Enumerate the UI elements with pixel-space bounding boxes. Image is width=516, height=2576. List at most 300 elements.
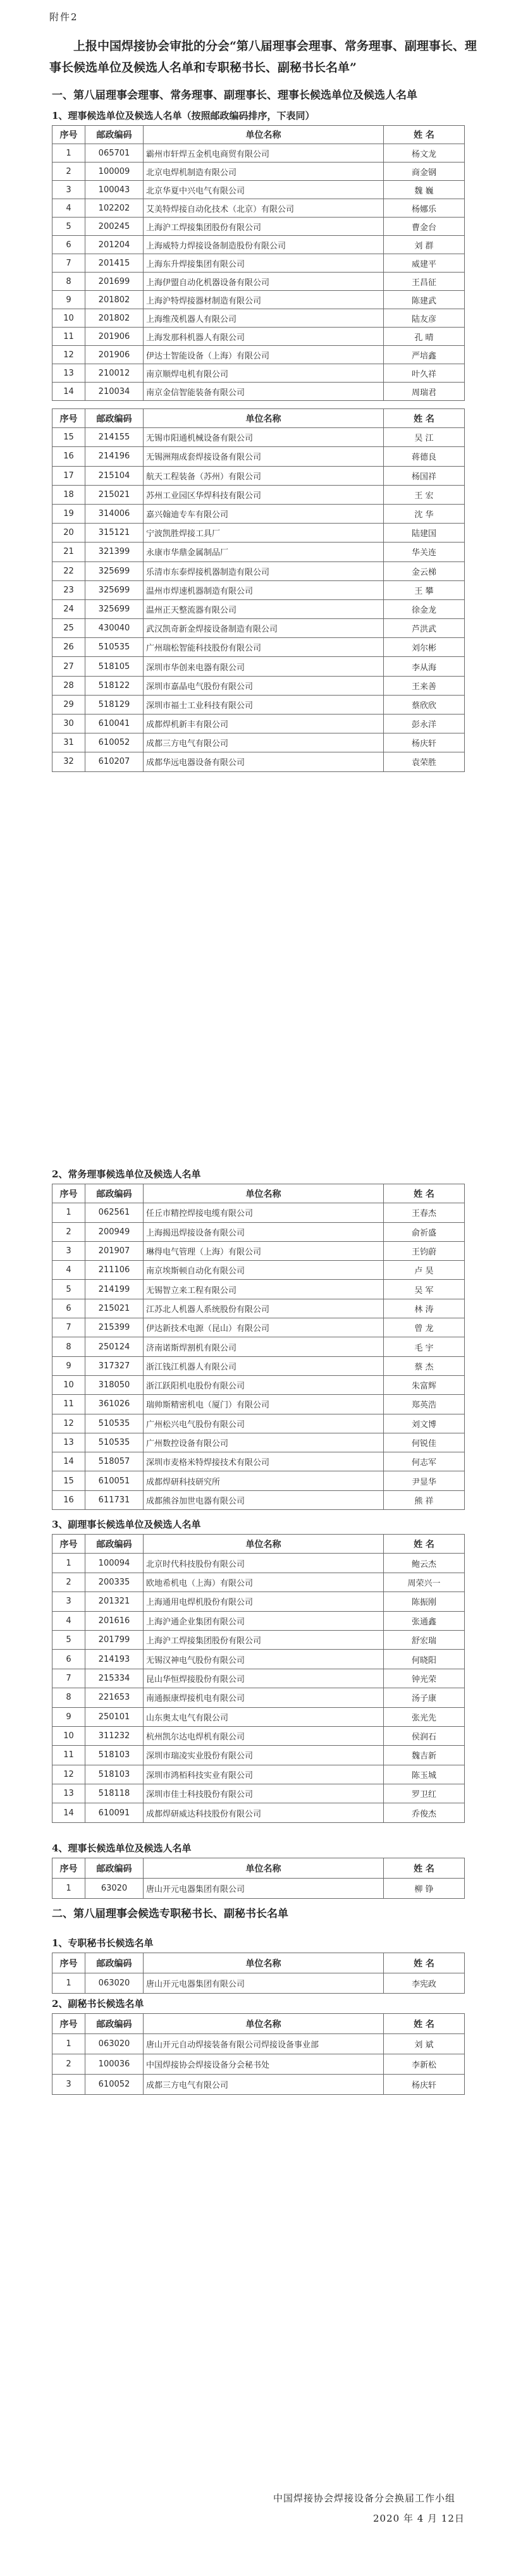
row-unit-name: 上海伊盟自动化机器设备有限公司 bbox=[144, 273, 384, 291]
row-person-name: 何晓阳 bbox=[384, 1650, 465, 1669]
table-row bbox=[52, 1395, 465, 1414]
row-postcode: 200245 bbox=[85, 218, 144, 236]
row-unit-name: 无锡洲翔成套焊接设备有限公司 bbox=[144, 447, 384, 466]
row-person-name: 陆友彦 bbox=[384, 309, 465, 328]
row-unit-name: 成都焊机新丰有限公司 bbox=[144, 715, 384, 733]
row-unit-name: 广州松兴电气股份有限公司 bbox=[144, 1414, 384, 1433]
row-unit-name: 伊达士智能设备（上海）有限公司 bbox=[144, 346, 384, 364]
header-person-name: 姓 名 bbox=[384, 1953, 465, 1973]
table-row bbox=[52, 346, 465, 364]
row-postcode: 215021 bbox=[85, 485, 144, 504]
row-person-name: 蒋德良 bbox=[384, 447, 465, 466]
document-title: 上报中国焊接协会审批的分会“第八届理事会理事、常务理事、副理事长、理事长候选单位及候选人名单和专职秘书长、副秘书长名单” bbox=[49, 39, 477, 75]
header-person-name: 姓 名 bbox=[384, 1535, 465, 1554]
row-postcode: 214193 bbox=[85, 1650, 144, 1669]
table-row bbox=[52, 1280, 465, 1299]
row-unit-name: 上海沪工焊接集团股份有限公司 bbox=[144, 218, 384, 236]
row-number: 2 bbox=[52, 1573, 85, 1592]
row-unit-name: 唐山开元电器集团有限公司 bbox=[144, 1973, 384, 1994]
row-unit-name: 永康市华鼎金属制品厂 bbox=[144, 543, 384, 561]
table-row bbox=[52, 1803, 465, 1822]
row-unit-name: 济南诺斯焊割机有限公司 bbox=[144, 1337, 384, 1356]
row-unit-name: 深圳市瑞凌实业股份有限公司 bbox=[144, 1746, 384, 1765]
vice-table bbox=[52, 1534, 465, 1823]
row-person-name: 俞祈盛 bbox=[384, 1222, 465, 1241]
row-unit-name: 北京华夏中兴电气有限公司 bbox=[144, 181, 384, 199]
table-row bbox=[52, 199, 465, 218]
table-header-row bbox=[52, 1535, 465, 1554]
table-row bbox=[52, 1746, 465, 1765]
row-person-name: 严培鑫 bbox=[384, 346, 465, 364]
row-person-name: 金云梯 bbox=[384, 561, 465, 580]
row-person-name: 杨庆轩 bbox=[384, 2075, 465, 2095]
row-postcode: 250101 bbox=[85, 1707, 144, 1726]
table-row bbox=[52, 695, 465, 714]
row-person-name: 侯润石 bbox=[384, 1726, 465, 1745]
row-number: 13 bbox=[52, 1784, 85, 1803]
row-number: 23 bbox=[52, 580, 85, 599]
table-row bbox=[52, 2054, 465, 2075]
row-number: 4 bbox=[52, 1261, 85, 1280]
table-row bbox=[52, 1203, 465, 1222]
row-postcode: 518105 bbox=[85, 657, 144, 676]
council-table-part-a bbox=[52, 125, 465, 401]
row-postcode: 215334 bbox=[85, 1669, 144, 1688]
header-unit-name: 单位名称 bbox=[144, 1953, 384, 1973]
row-unit-name: 南通振康焊接机电有限公司 bbox=[144, 1688, 384, 1707]
row-person-name: 柳 铮 bbox=[384, 1879, 465, 1899]
row-number: 13 bbox=[52, 1433, 85, 1452]
row-person-name: 威建平 bbox=[384, 254, 465, 273]
row-postcode: 201415 bbox=[85, 254, 144, 273]
row-postcode: 215399 bbox=[85, 1318, 144, 1337]
header-postcode: 邮政编码 bbox=[85, 1858, 144, 1879]
table-header-row bbox=[52, 1858, 465, 1879]
header-person-name: 姓 名 bbox=[384, 1858, 465, 1879]
row-number: 4 bbox=[52, 199, 85, 218]
table-row bbox=[52, 1356, 465, 1375]
row-person-name: 何锐佳 bbox=[384, 1433, 465, 1452]
row-unit-name: 无锡市阳通机械设备有限公司 bbox=[144, 428, 384, 447]
row-number: 8 bbox=[52, 1688, 85, 1707]
row-unit-name: 深圳市麦格米特焊接技术有限公司 bbox=[144, 1452, 384, 1471]
table-row bbox=[52, 1452, 465, 1471]
row-unit-name: 深圳市佳士科技股份有限公司 bbox=[144, 1784, 384, 1803]
row-unit-name: 武汉凯奇新金焊接设备制造有限公司 bbox=[144, 619, 384, 638]
row-postcode: 610091 bbox=[85, 1803, 144, 1822]
row-number: 26 bbox=[52, 638, 85, 657]
table-row bbox=[52, 1688, 465, 1707]
council-section-title: 1、理事候选单位及候选人名单（按照邮政编码排序，下表同） bbox=[52, 110, 315, 121]
row-number: 2 bbox=[52, 2054, 85, 2075]
row-number: 20 bbox=[52, 524, 85, 543]
row-person-name: 舒宏瑞 bbox=[384, 1630, 465, 1649]
table-row bbox=[52, 328, 465, 346]
row-person-name: 王钧蔚 bbox=[384, 1241, 465, 1260]
table-row bbox=[52, 1471, 465, 1490]
table-row bbox=[52, 657, 465, 676]
row-unit-name: 上海沪工焊接集团股份有限公司 bbox=[144, 1630, 384, 1649]
standing-table bbox=[52, 1184, 465, 1510]
vice-section-title: 3、副理事长候选单位及候选人名单 bbox=[52, 1519, 201, 1530]
row-number: 30 bbox=[52, 715, 85, 733]
row-number: 16 bbox=[52, 447, 85, 466]
table-row bbox=[52, 447, 465, 466]
table-row bbox=[52, 1650, 465, 1669]
row-postcode: 100036 bbox=[85, 2054, 144, 2075]
row-person-name: 李新松 bbox=[384, 2054, 465, 2075]
row-unit-name: 成都华远电器设备有限公司 bbox=[144, 752, 384, 771]
row-number: 3 bbox=[52, 1592, 85, 1611]
row-postcode: 201321 bbox=[85, 1592, 144, 1611]
table-row bbox=[52, 2034, 465, 2054]
table-row bbox=[52, 580, 465, 599]
table-row bbox=[52, 218, 465, 236]
row-number: 29 bbox=[52, 695, 85, 714]
table-header-row bbox=[52, 1184, 465, 1203]
row-number: 15 bbox=[52, 1471, 85, 1490]
table-row bbox=[52, 2075, 465, 2095]
row-number: 24 bbox=[52, 599, 85, 618]
row-postcode: 214196 bbox=[85, 447, 144, 466]
table-row bbox=[52, 1554, 465, 1573]
table-row bbox=[52, 1490, 465, 1509]
header-person-name: 姓 名 bbox=[384, 1184, 465, 1203]
row-person-name: 蔡 杰 bbox=[384, 1356, 465, 1375]
table-row bbox=[52, 543, 465, 561]
row-number: 25 bbox=[52, 619, 85, 638]
table-row bbox=[52, 309, 465, 328]
row-unit-name: 上海沪通企业集团有限公司 bbox=[144, 1611, 384, 1630]
table-row bbox=[52, 1707, 465, 1726]
row-postcode: 317327 bbox=[85, 1356, 144, 1375]
row-postcode: 610051 bbox=[85, 1471, 144, 1490]
row-person-name: 陈振刚 bbox=[384, 1592, 465, 1611]
table-row bbox=[52, 1573, 465, 1592]
header-person-name: 姓 名 bbox=[384, 409, 465, 428]
row-postcode: 215021 bbox=[85, 1299, 144, 1318]
row-unit-name: 昆山华恒焊接股份有限公司 bbox=[144, 1669, 384, 1688]
header-person-name: 姓 名 bbox=[384, 2014, 465, 2034]
table-header-row bbox=[52, 126, 465, 144]
row-unit-name: 北京电焊机制造有限公司 bbox=[144, 163, 384, 181]
table-row bbox=[52, 676, 465, 695]
row-postcode: 062561 bbox=[85, 1203, 144, 1222]
table-row bbox=[52, 1765, 465, 1784]
row-number: 14 bbox=[52, 383, 85, 401]
table-row bbox=[52, 428, 465, 447]
row-postcode: 518122 bbox=[85, 676, 144, 695]
row-number: 8 bbox=[52, 1337, 85, 1356]
row-number: 1 bbox=[52, 144, 85, 163]
row-postcode: 201616 bbox=[85, 1611, 144, 1630]
row-postcode: 314006 bbox=[85, 504, 144, 523]
row-postcode: 610052 bbox=[85, 2075, 144, 2095]
president-table bbox=[52, 1858, 465, 1899]
header-postcode: 邮政编码 bbox=[85, 409, 144, 428]
table-row bbox=[52, 1414, 465, 1433]
header-no: 序号 bbox=[52, 1535, 85, 1554]
table-row bbox=[52, 1337, 465, 1356]
header-postcode: 邮政编码 bbox=[85, 1535, 144, 1554]
row-number: 3 bbox=[52, 1241, 85, 1260]
row-unit-name: 上海威特力焊接设备制造股份有限公司 bbox=[144, 236, 384, 254]
row-unit-name: 无锡智立来工程有限公司 bbox=[144, 1280, 384, 1299]
row-postcode: 430040 bbox=[85, 619, 144, 638]
row-number: 28 bbox=[52, 676, 85, 695]
row-unit-name: 南京金信智能装备有限公司 bbox=[144, 383, 384, 401]
row-person-name: 王春杰 bbox=[384, 1203, 465, 1222]
row-person-name: 芦洪武 bbox=[384, 619, 465, 638]
deputy-table bbox=[52, 2013, 465, 2095]
row-person-name: 毛 宇 bbox=[384, 1337, 465, 1356]
row-postcode: 201907 bbox=[85, 1241, 144, 1260]
row-unit-name: 北京时代科技股份有限公司 bbox=[144, 1554, 384, 1573]
row-person-name: 杨文龙 bbox=[384, 144, 465, 163]
table-row bbox=[52, 733, 465, 752]
row-number: 5 bbox=[52, 1630, 85, 1649]
row-postcode: 250124 bbox=[85, 1337, 144, 1356]
table-row bbox=[52, 163, 465, 181]
row-number: 6 bbox=[52, 236, 85, 254]
row-person-name: 杨娜乐 bbox=[384, 199, 465, 218]
row-unit-name: 任丘市精控焊接电缆有限公司 bbox=[144, 1203, 384, 1222]
row-person-name: 周荣兴一 bbox=[384, 1573, 465, 1592]
row-person-name: 鲍云杰 bbox=[384, 1554, 465, 1573]
table-row bbox=[52, 291, 465, 309]
row-person-name: 华关连 bbox=[384, 543, 465, 561]
row-person-name: 何志军 bbox=[384, 1452, 465, 1471]
row-postcode: 211106 bbox=[85, 1261, 144, 1280]
row-number: 14 bbox=[52, 1803, 85, 1822]
row-person-name: 熊 祥 bbox=[384, 1490, 465, 1509]
row-postcode: 063020 bbox=[85, 2034, 144, 2054]
header-no: 序号 bbox=[52, 409, 85, 428]
table-row bbox=[52, 364, 465, 383]
row-person-name: 刘 斌 bbox=[384, 2034, 465, 2054]
row-number: 10 bbox=[52, 1375, 85, 1394]
row-number: 3 bbox=[52, 2075, 85, 2095]
row-number: 1 bbox=[52, 1973, 85, 1994]
row-person-name: 陈建武 bbox=[384, 291, 465, 309]
row-person-name: 商金钢 bbox=[384, 163, 465, 181]
table-header-row bbox=[52, 2014, 465, 2034]
row-unit-name: 温州市焊速机器制造有限公司 bbox=[144, 580, 384, 599]
row-postcode: 063020 bbox=[85, 1973, 144, 1994]
row-number: 6 bbox=[52, 1650, 85, 1669]
row-unit-name: 航天工程装备（苏州）有限公司 bbox=[144, 466, 384, 485]
row-person-name: 王 攀 bbox=[384, 580, 465, 599]
row-number: 15 bbox=[52, 428, 85, 447]
row-unit-name: 唐山开元电器集团有限公司 bbox=[144, 1879, 384, 1899]
row-number: 16 bbox=[52, 1490, 85, 1509]
row-postcode: 518103 bbox=[85, 1765, 144, 1784]
table-row bbox=[52, 599, 465, 618]
table-row bbox=[52, 638, 465, 657]
row-postcode: 100009 bbox=[85, 163, 144, 181]
secretary-table bbox=[52, 1953, 465, 1994]
row-unit-name: 深圳市鸿栢科技实业有限公司 bbox=[144, 1765, 384, 1784]
row-person-name: 吴 军 bbox=[384, 1280, 465, 1299]
header-unit-name: 单位名称 bbox=[144, 1535, 384, 1554]
row-person-name: 蔡欣欣 bbox=[384, 695, 465, 714]
row-number: 22 bbox=[52, 561, 85, 580]
row-number: 1 bbox=[52, 1879, 85, 1899]
table-row bbox=[52, 383, 465, 401]
header-postcode: 邮政编码 bbox=[85, 2014, 144, 2034]
header-postcode: 邮政编码 bbox=[85, 1184, 144, 1203]
row-postcode: 201204 bbox=[85, 236, 144, 254]
row-unit-name: 艾美特焊接自动化技术（北京）有限公司 bbox=[144, 199, 384, 218]
row-person-name: 彭永洋 bbox=[384, 715, 465, 733]
table-header-row bbox=[52, 409, 465, 428]
table-row bbox=[52, 181, 465, 199]
row-number: 7 bbox=[52, 254, 85, 273]
table-row bbox=[52, 1592, 465, 1611]
row-postcode: 510535 bbox=[85, 1433, 144, 1452]
table-row bbox=[52, 273, 465, 291]
row-person-name: 王来善 bbox=[384, 676, 465, 695]
row-person-name: 袁荣胜 bbox=[384, 752, 465, 771]
row-person-name: 罗卫红 bbox=[384, 1784, 465, 1803]
row-unit-name: 苏州工业园区华焊科技有限公司 bbox=[144, 485, 384, 504]
table-row bbox=[52, 715, 465, 733]
row-unit-name: 无锡汉神电气股份有限公司 bbox=[144, 1650, 384, 1669]
row-person-name: 陈玉城 bbox=[384, 1765, 465, 1784]
table-row bbox=[52, 485, 465, 504]
row-postcode: 325699 bbox=[85, 599, 144, 618]
row-postcode: 102202 bbox=[85, 199, 144, 218]
row-number: 19 bbox=[52, 504, 85, 523]
row-person-name: 曾 龙 bbox=[384, 1318, 465, 1337]
row-unit-name: 深圳市嘉晶电气股份有限公司 bbox=[144, 676, 384, 695]
row-person-name: 杨庆轩 bbox=[384, 733, 465, 752]
row-person-name: 魏 巍 bbox=[384, 181, 465, 199]
row-number: 32 bbox=[52, 752, 85, 771]
row-postcode: 518103 bbox=[85, 1746, 144, 1765]
row-unit-name: 南京埃斯顿自动化有限公司 bbox=[144, 1261, 384, 1280]
table-row bbox=[52, 504, 465, 523]
row-number: 9 bbox=[52, 1707, 85, 1726]
row-person-name: 刘尔彬 bbox=[384, 638, 465, 657]
row-person-name: 李从海 bbox=[384, 657, 465, 676]
row-unit-name: 江苏北人机器人系统股份有限公司 bbox=[144, 1299, 384, 1318]
row-postcode: 214199 bbox=[85, 1280, 144, 1299]
row-number: 13 bbox=[52, 364, 85, 383]
row-unit-name: 杭州凯尔达电焊机有限公司 bbox=[144, 1726, 384, 1745]
row-number: 21 bbox=[52, 543, 85, 561]
row-person-name: 刘文博 bbox=[384, 1414, 465, 1433]
deputy-section-title: 2、副秘书长候选名单 bbox=[52, 1998, 144, 2009]
header-person-name: 姓 名 bbox=[384, 126, 465, 144]
row-postcode: 318050 bbox=[85, 1375, 144, 1394]
row-postcode: 518057 bbox=[85, 1452, 144, 1471]
row-number: 18 bbox=[52, 485, 85, 504]
row-postcode: 201802 bbox=[85, 291, 144, 309]
row-unit-name: 上海东升焊接集团有限公司 bbox=[144, 254, 384, 273]
row-person-name: 乔俊杰 bbox=[384, 1803, 465, 1822]
row-unit-name: 上海沪特焊接器材制造有限公司 bbox=[144, 291, 384, 309]
row-postcode: 325699 bbox=[85, 561, 144, 580]
row-unit-name: 宁波凯胜焊接工具厂 bbox=[144, 524, 384, 543]
row-number: 2 bbox=[52, 1222, 85, 1241]
row-number: 2 bbox=[52, 163, 85, 181]
row-person-name: 杨国祥 bbox=[384, 466, 465, 485]
table-header-row bbox=[52, 1953, 465, 1973]
row-unit-name: 上海通用电焊机股份有限公司 bbox=[144, 1592, 384, 1611]
table-row bbox=[52, 1784, 465, 1803]
row-unit-name: 嘉兴翰迪专车有限公司 bbox=[144, 504, 384, 523]
table-row bbox=[52, 1611, 465, 1630]
table-row bbox=[52, 1879, 465, 1899]
row-number: 17 bbox=[52, 466, 85, 485]
secretary-section-title: 1、专职秘书长候选名单 bbox=[52, 1937, 154, 1949]
row-number: 27 bbox=[52, 657, 85, 676]
table-row bbox=[52, 1241, 465, 1260]
attachment-label: 附件2 bbox=[49, 11, 78, 23]
row-person-name: 曹金台 bbox=[384, 218, 465, 236]
row-postcode: 510535 bbox=[85, 1414, 144, 1433]
row-unit-name: 深圳市华创来电器有限公司 bbox=[144, 657, 384, 676]
row-postcode: 518118 bbox=[85, 1784, 144, 1803]
row-unit-name: 上海发那科机器人有限公司 bbox=[144, 328, 384, 346]
header-no: 序号 bbox=[52, 1953, 85, 1973]
header-postcode: 邮政编码 bbox=[85, 126, 144, 144]
row-number: 11 bbox=[52, 328, 85, 346]
row-person-name: 徐金龙 bbox=[384, 599, 465, 618]
table-row bbox=[52, 1669, 465, 1688]
row-person-name: 周瑞君 bbox=[384, 383, 465, 401]
table-row bbox=[52, 1261, 465, 1280]
row-postcode: 610041 bbox=[85, 715, 144, 733]
table-row bbox=[52, 1973, 465, 1994]
row-number: 11 bbox=[52, 1746, 85, 1765]
row-person-name: 王 宏 bbox=[384, 485, 465, 504]
table-row bbox=[52, 236, 465, 254]
row-postcode: 610207 bbox=[85, 752, 144, 771]
row-number: 4 bbox=[52, 1611, 85, 1630]
row-unit-name: 广州数控设备有限公司 bbox=[144, 1433, 384, 1452]
row-unit-name: 成都熊谷加世电器有限公司 bbox=[144, 1490, 384, 1509]
row-number: 31 bbox=[52, 733, 85, 752]
row-person-name: 尹显华 bbox=[384, 1471, 465, 1490]
row-postcode: 63020 bbox=[85, 1879, 144, 1899]
row-postcode: 611731 bbox=[85, 1490, 144, 1509]
row-unit-name: 霸州市轩焊五金机电商贸有限公司 bbox=[144, 144, 384, 163]
row-unit-name: 上海揭迅焊接设备有限公司 bbox=[144, 1222, 384, 1241]
row-person-name: 沈 华 bbox=[384, 504, 465, 523]
row-number: 7 bbox=[52, 1318, 85, 1337]
row-unit-name: 欧地希机电（上海）有限公司 bbox=[144, 1573, 384, 1592]
row-person-name: 汤子康 bbox=[384, 1688, 465, 1707]
header-unit-name: 单位名称 bbox=[144, 409, 384, 428]
row-unit-name: 深圳市福士工业科技有限公司 bbox=[144, 695, 384, 714]
row-unit-name: 成都焊研科技研究所 bbox=[144, 1471, 384, 1490]
row-number: 1 bbox=[52, 1203, 85, 1222]
footer-date: 2020 年 4 月 12日 bbox=[373, 2513, 465, 2524]
row-postcode: 200949 bbox=[85, 1222, 144, 1241]
row-unit-name: 乐清市东泰焊接机器制造有限公司 bbox=[144, 561, 384, 580]
row-unit-name: 成都三方电气有限公司 bbox=[144, 2075, 384, 2095]
row-person-name: 张光先 bbox=[384, 1707, 465, 1726]
row-number: 9 bbox=[52, 1356, 85, 1375]
table-row bbox=[52, 1726, 465, 1745]
header-postcode: 邮政编码 bbox=[85, 1953, 144, 1973]
row-unit-name: 中国焊接协会焊接设备分会秘书处 bbox=[144, 2054, 384, 2075]
row-number: 3 bbox=[52, 181, 85, 199]
row-postcode: 361026 bbox=[85, 1395, 144, 1414]
row-postcode: 201802 bbox=[85, 309, 144, 328]
